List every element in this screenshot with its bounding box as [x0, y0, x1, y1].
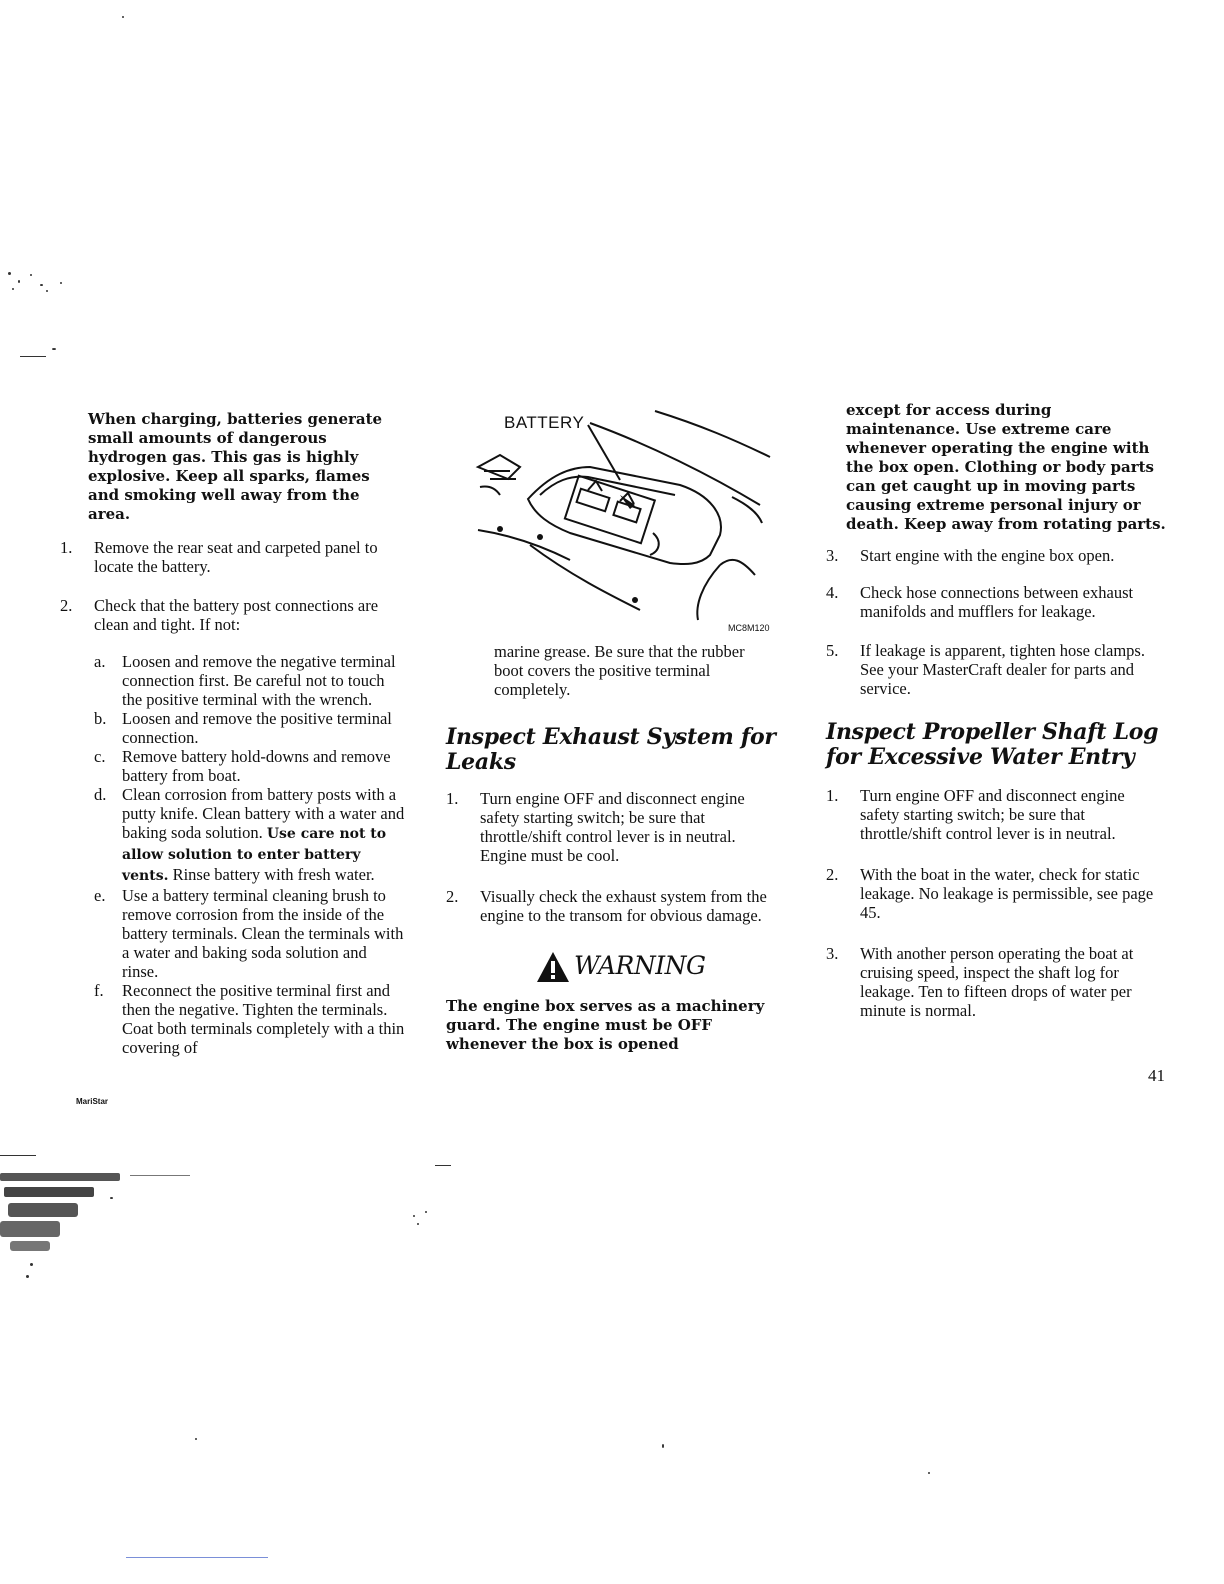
substep-text: Loosen and remove the positive terminal connection. — [122, 709, 392, 747]
substep-letter: f. — [94, 981, 104, 1000]
step-number: 3. — [826, 546, 839, 565]
list-item — [94, 709, 405, 747]
scan-speck — [195, 1438, 197, 1440]
step-number: 1. — [446, 789, 459, 808]
scan-artifact — [0, 1155, 220, 1295]
step-number: 1. — [60, 538, 73, 557]
list-item — [826, 641, 1166, 698]
step-text: With another person operating the boat at cruising speed, inspect the shaft log for leakage. Ten to fifteen drops of water per minute is normal. — [860, 944, 1134, 1020]
list-item — [94, 886, 405, 981]
list-item — [826, 944, 1166, 1020]
middle-column — [446, 642, 776, 1054]
substep-list — [94, 652, 405, 1057]
substep-letter: d. — [94, 785, 107, 804]
warning-continuation: except for access during maintenance. Use extreme care whenever operating the engine with the box open. Clothing or body parts can get caught up in moving parts causing extreme personal injury or death. Keep away from rotating parts. — [846, 401, 1166, 533]
step-list — [60, 538, 405, 634]
right-column — [826, 401, 1166, 1020]
list-item — [60, 596, 405, 634]
charging-warning: When charging, batteries generate small amounts of dangerous hydrogen gas. This gas is highly explosive. Keep all sparks, flames and smoking well away from the area. — [88, 410, 383, 523]
list-item — [826, 583, 1166, 621]
brand-mark: MariStar — [76, 1097, 109, 1106]
list-item — [94, 652, 405, 709]
section-heading-exhaust: Inspect Exhaust System for Leaks — [446, 724, 776, 775]
substep-text: Remove battery hold-downs and remove battery from boat. — [122, 747, 391, 785]
step-text: Start engine with the engine box open. — [860, 546, 1115, 565]
list-item — [94, 981, 405, 1057]
substep-text: Use a battery terminal cleaning brush to remove corrosion from the inside of the battery terminals. Clean the terminals with a water and baking soda solution and rinse. — [122, 886, 404, 981]
step-text: With the boat in the water, check for static leakage. No leakage is permissible, see page 45. — [860, 865, 1154, 922]
section-heading-shaft-log: Inspect Propeller Shaft Log for Excessive Water Entry — [826, 719, 1159, 770]
list-item — [60, 538, 405, 576]
step-number: 2. — [60, 596, 73, 615]
substep-text: Reconnect the positive terminal first and then the negative. Tighten the terminals. Coat both terminals completely with a thin covering of — [122, 981, 405, 1057]
scan-artifact — [0, 260, 120, 380]
step-number: 4. — [826, 583, 839, 602]
list-item — [94, 785, 405, 886]
warning-banner — [536, 947, 776, 987]
battery-compartment-illustration — [470, 405, 790, 640]
step-text: Check that the battery post connections are clean and tight. If not: — [94, 596, 379, 634]
substep-letter: a. — [94, 652, 106, 671]
substep-letter: b. — [94, 709, 107, 728]
step-list — [446, 789, 776, 925]
step-number: 3. — [826, 944, 839, 963]
step-text: Remove the rear seat and carpeted panel to locate the battery. — [94, 538, 378, 576]
continued-text: marine grease. Be sure that the rubber boot covers the positive terminal completely. — [494, 642, 745, 699]
step-text: Visually check the exhaust system from the engine to the transom for obvious damage. — [480, 887, 767, 925]
warning-triangle-icon — [536, 951, 570, 983]
scan-artifact — [395, 1165, 465, 1235]
battery-figure — [470, 405, 790, 640]
bottom-rule — [126, 1557, 268, 1558]
page-number: 41 — [1148, 1066, 1165, 1085]
step-list — [826, 546, 1166, 698]
warning-label: WARNING — [574, 951, 706, 980]
scan-speck — [122, 16, 124, 18]
figure-code: MC8M120 — [728, 623, 770, 633]
substep-text: Loosen and remove the negative terminal connection first. Be careful not to touch the positive terminal with the wrench. — [122, 652, 396, 709]
substep-text: Clean corrosion from battery posts with a putty knife. Clean battery with a water and baking soda solution. — [122, 785, 405, 842]
list-item — [826, 865, 1166, 922]
list-item — [446, 887, 776, 925]
substep-bold-caution: Use care not to allow solution to enter battery vents. — [122, 826, 387, 884]
list-item — [94, 747, 405, 785]
substep-letter: c. — [94, 747, 106, 766]
step-text: Turn engine OFF and disconnect engine safety starting switch; be sure that throttle/shift control lever is in neutral. Engine must be cool. — [480, 789, 745, 865]
list-item — [446, 789, 776, 865]
step-list — [826, 786, 1166, 1020]
step-text: Check hose connections between exhaust manifolds and mufflers for leakage. — [860, 583, 1134, 621]
step-number: 5. — [826, 641, 839, 660]
step-number: 2. — [826, 865, 839, 884]
scan-speck — [928, 1472, 930, 1474]
step-number: 2. — [446, 887, 459, 906]
list-item — [826, 786, 1166, 843]
substep-letter: e. — [94, 886, 106, 905]
list-item — [826, 546, 1166, 565]
step-text: If leakage is apparent, tighten hose clamps. See your MasterCraft dealer for parts and service. — [860, 641, 1145, 698]
warning-text: The engine box serves as a machinery guard. The engine must be OFF whenever the box is opened — [446, 997, 765, 1053]
left-column — [60, 410, 405, 1057]
step-text: Turn engine OFF and disconnect engine safety starting switch; be sure that throttle/shift control lever is in neutral. — [860, 786, 1125, 843]
figure-label: BATTERY — [504, 413, 585, 432]
step-number: 1. — [826, 786, 839, 805]
scan-speck — [662, 1444, 664, 1448]
substep-text: Rinse battery with fresh water. — [168, 865, 375, 884]
